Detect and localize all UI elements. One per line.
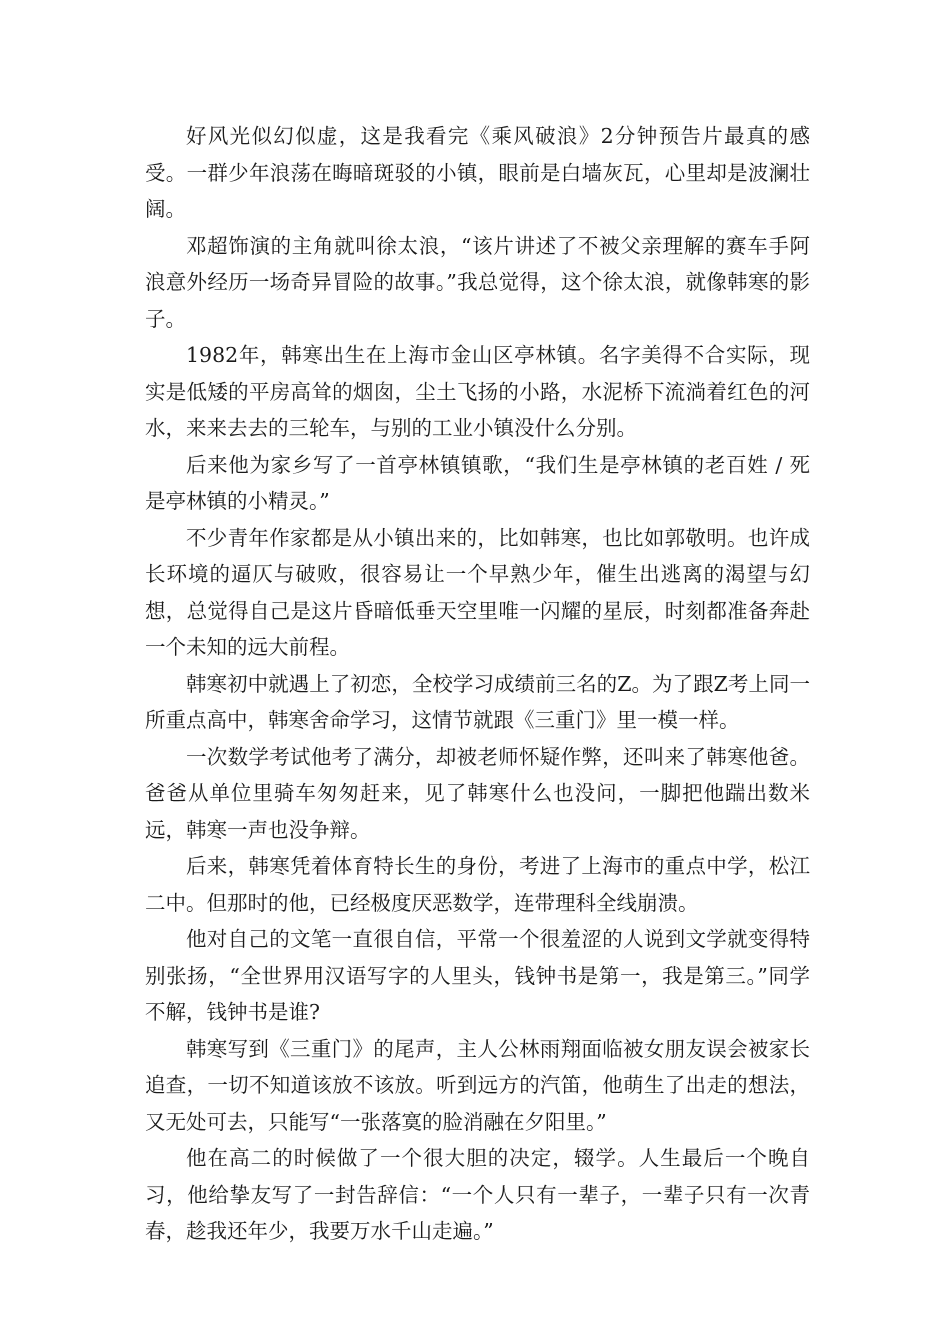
paragraph: 一次数学考试他考了满分，却被老师怀疑作弊，还叫来了韩寒他爸。爸爸从单位里骑车匆匆赶来，见了韩寒什么也没问，一脚把他踹出数米远，韩寒一声也没争辩。 xyxy=(145,744,810,842)
paragraph: 1982年，韩寒出生在上海市金山区亭林镇。名字美得不合实际，现实是低矮的平房高耸的烟囱，尘土飞扬的小路，水泥桥下流淌着红色的河水，来来去去的三轮车，与别的工业小镇没什么分别。 xyxy=(145,343,810,440)
paragraph: 邓超饰演的主角就叫徐太浪，“该片讲述了不被父亲理解的赛车手阿浪意外经历一场奇异冒险的故事。”我总觉得，这个徐太浪，就像韩寒的影子。 xyxy=(145,233,810,331)
paragraph: 不少青年作家都是从小镇出来的，比如韩寒，也比如郭敬明。也许成长环境的逼仄与破败，很容易让一个早熟少年，催生出逃离的渴望与幻想，总觉得自己是这片昏暗低垂天空里唯一闪耀的星辰，时刻都准备奔赴一个未知的远大前程。 xyxy=(145,525,810,659)
paragraph: 后来他为家乡写了一首亭林镇镇歌，“我们生是亭林镇的老百姓 / 死是亭林镇的小精灵。” xyxy=(145,452,810,513)
paragraph: 后来，韩寒凭着体育特长生的身份，考进了上海市的重点中学，松江二中。但那时的他，已经极度厌恶数学，连带理科全线崩溃。 xyxy=(145,854,810,915)
paragraph: 他对自己的文笔一直很自信，平常一个很羞涩的人说到文学就变得特别张扬，“全世界用汉语写字的人里头，钱钟书是第一，我是第三。”同学不解，钱钟书是谁? xyxy=(145,927,810,1024)
paragraph: 他在高二的时候做了一个很大胆的决定，辍学。人生最后一个晚自习，他给挚友写了一封告辞信：“一个人只有一辈子，一辈子只有一次青春，趁我还年少，我要万水千山走遍。” xyxy=(145,1146,810,1243)
paragraph: 好风光似幻似虚，这是我看完《乘风破浪》2分钟预告片最真的感受。一群少年浪荡在晦暗斑驳的小镇，眼前是白墙灰瓦，心里却是波澜壮阔。 xyxy=(145,124,810,221)
paragraph: 韩寒初中就遇上了初恋，全校学习成绩前三名的Z。为了跟Z考上同一所重点高中，韩寒舍命学习，这情节就跟《三重门》里一模一样。 xyxy=(145,671,810,732)
document-body xyxy=(145,118,810,1250)
paragraph: 韩寒写到《三重门》的尾声，主人公林雨翔面临被女朋友误会被家长追查，一切不知道该放不该放。听到远方的汽笛，他萌生了出走的想法，又无处可去，只能写“一张落寞的脸消融在夕阳里。” xyxy=(145,1036,810,1134)
